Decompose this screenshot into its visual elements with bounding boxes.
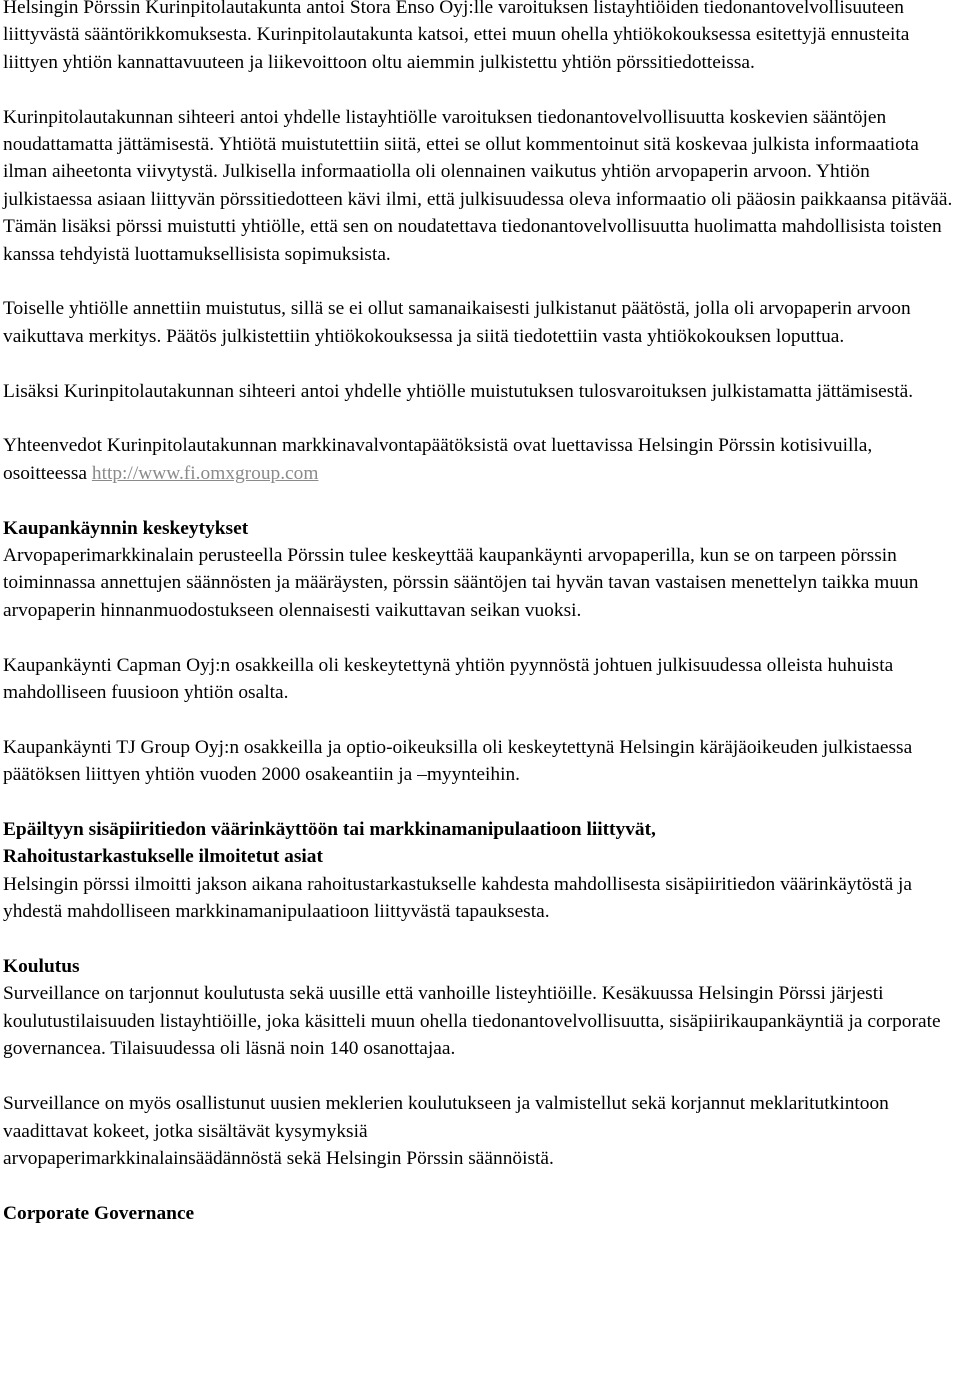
paragraph-stora-enso-warning: Helsingin Pörssin Kurinpitolautakunta antoi Stora Enso Oyj:lle varoituksen listayhtiöiden tiedonantovelvollisuuteen liittyvästä sääntörikkomuksesta. Kurinpitolautakunta katsoi, ettei muun ohella yhtiökokouksessa esitettyjä ennusteita liittyen yhtiön kannattavuuteen ja liikevoittoon oltu aiemmin julkistettu yhtiön pörssitiedotteissa. [3, 0, 910, 73]
paragraph-broker-training [3, 1090, 958, 1172]
heading-corporate-governance: Corporate Governance [3, 1202, 195, 1224]
paragraph-insider-reports: Helsingin pörssi ilmoitti jakson aikana rahoitustarkastukselle kahdesta mahdollisesta sisäpiiritiedon väärinkäytöstä ja yhdestä mahdolliseen markkinamanipulaatioon liittyvästä tapauksesta. [3, 873, 913, 923]
broker-training-line2: arvopaperimarkkinalainsäädännöstä sekä Helsingin Pörssin säännöistä. [3, 1147, 554, 1169]
paragraph-summaries [3, 432, 958, 487]
heading-trading-halts: Kaupankäynnin keskeytykset [3, 517, 249, 539]
omxgroup-link[interactable]: http://www.fi.omxgroup.com [91, 462, 319, 484]
broker-training-line1: Surveillance on myös osallistunut uusien meklerien koulutukseen ja valmistellut sekä korjannut meklaritutkintoon vaadittavat kokeet, jotka sisältävät kysymyksiä [3, 1093, 889, 1142]
paragraph-capman-halt: Kaupankäynti Capman Oyj:n osakkeilla oli keskeytettynä yhtiön pyynnöstä johtuen julkisuudessa olleista huhuista mahdolliseen fuusioon yhtiön osalta. [3, 654, 894, 704]
paragraph-second-company-reminder: Toiselle yhtiölle annettiin muistutus, sillä se ei ollut samanaikaisesti julkistanut päätöstä, jolla oli arvopaperin arvoon vaikuttava merkitys. Päätös julkistettiin yhtiökokouksessa ja siitä tiedotettiin vasta yhtiökokouksen loputtua. [3, 298, 911, 347]
paragraph-trading-halts-law: Arvopaperimarkkinalain perusteella Pörssin tulee keskeyttää kaupankäynti arvopaperilla, kun se on tarpeen pörssin toiminnassa annettujen säännösten ja määräysten, pörssin sääntöjen tai hyvän tavan vastaisen menettelyn taikka muun arvopaperin hinnanmuodostukseen olennaisesti vaikuttavan seikan vuoksi. [3, 545, 919, 621]
summaries-text: Yhteenvedot Kurinpitolautakunnan markkinavalvontapäätöksistä ovat luettavissa Helsingin Pörssin kotisivuilla, osoitteessa [3, 435, 873, 484]
paragraph-secretary-warning: Kurinpitolautakunnan sihteeri antoi yhdelle listayhtiölle varoituksen tiedonantovelvollisuutta koskevien sääntöjen noudattamatta jättämisestä. Yhtiötä muistutettiin siitä, ettei se ollut kommentoinut sitä koskevaa julkista informaatiota ilman aiheetonta viivytystä. Julkisella informaatiolla oli olennainen vaikutus yhtiön arvopaperin arvoon. Yhtiön julkistaessa asiaan liittyvän pörssitiedotteen kävi ilmi, että julkisuudessa oleva informaatio oli pääosin paikkaansa pitävää. Tämän lisäksi pörssi muistutti yhtiölle, että sen on noudatettava tiedonantovelvollisuutta huolimatta mahdollisista toisten kanssa tehdyistä luottamuksellisista sopimuksista. [3, 106, 953, 265]
heading-insider-line1: Epäiltyyn sisäpiiritiedon väärinkäyttöön tai markkinamanipulaatioon liittyvät, [3, 819, 656, 841]
heading-insider-matters [3, 816, 958, 871]
document-page [3, 0, 958, 1227]
paragraph-training-listed-companies: Surveillance on tarjonnut koulutusta sekä uusille että vanhoille listeyhtiöille. Kesäkuussa Helsingin Pörssi järjesti koulutustilaisuuden listayhtiöille, joka käsitteli muun ohella tiedonantovelvollisuutta, sisäpiirikaupankäyntiä ja corporate governancea. Tilaisuudessa oli läsnä noin 140 osanottajaa. [3, 983, 941, 1060]
paragraph-profit-warning-reminder: Lisäksi Kurinpitolautakunnan sihteeri antoi yhdelle yhtiölle muistutuksen tulosvaroituksen julkistamatta jättämisestä. [3, 380, 914, 402]
heading-training: Koulutus [3, 956, 80, 978]
heading-insider-line2: Rahoitustarkastukselle ilmoitetut asiat [3, 846, 323, 868]
paragraph-tj-group-halt: Kaupankäynti TJ Group Oyj:n osakkeilla ja optio-oikeuksilla oli keskeytettynä Helsingin käräjäoikeuden julkistaessa päätöksen liittyen yhtiön vuoden 2000 osakeantiin ja –myynteihin. [3, 736, 913, 786]
